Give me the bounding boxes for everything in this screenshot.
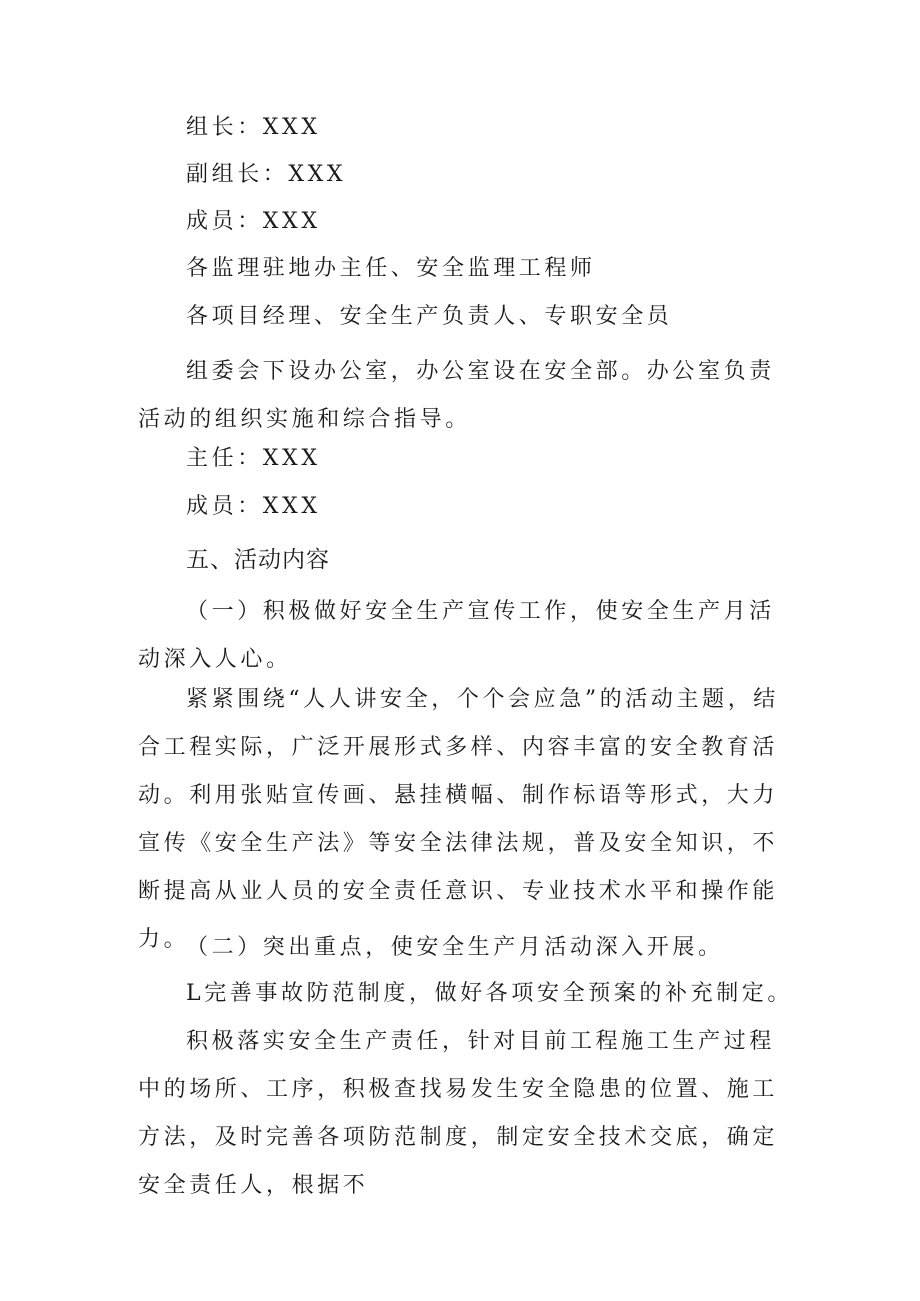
item-1-title: （一）积极做好安全生产宣传工作，使安全生产月活动深入人心。 (138, 599, 775, 672)
supervisors-line: 各监理驻地办主任、安全监理工程师 (186, 256, 596, 281)
item-2-body: 积极落实安全生产责任，针对目前工程施工生产过程中的场所、工序，积极查找易发生安全隐患的位置、施工方法，及时完善各项防范制度，制定安全技术交底，确定安全责任人，根据不 (138, 1029, 779, 1198)
office-paragraph: 组委会下设办公室，办公室设在安全部。办公室负责活动的组织实施和综合指导。 (138, 359, 775, 432)
item-2-subitem-1: L完善事故防范制度，做好各项安全预案的补充制定。 (186, 981, 794, 1006)
deputy-leader-line: 副组长：XXX (186, 162, 347, 187)
section-heading: 五、活动内容 (186, 547, 330, 573)
item-2-title: （二）突出重点，使安全生产月活动深入开展。 (186, 935, 724, 960)
managers-line: 各项目经理、安全生产负责人、专职安全员 (186, 304, 673, 329)
members-line: 成员：XXX (186, 209, 321, 234)
director-line: 主任：XXX (186, 446, 321, 471)
item-1-body: 紧紧围绕“人人讲安全，个个会应急”的活动主题，结合工程实际，广泛开展形式多样、内容丰富的安全教育活动。利用张贴宣传画、悬挂横幅、制作标语等形式，大力宣传《安全生产法》等安全法律法规，普及安全知识，不断提高从业人员的安全责任意识、专业技术水平和操作能力。 (138, 687, 779, 952)
leader-line: 组长：XXX (186, 115, 321, 140)
office-members-line: 成员：XXX (186, 494, 321, 519)
